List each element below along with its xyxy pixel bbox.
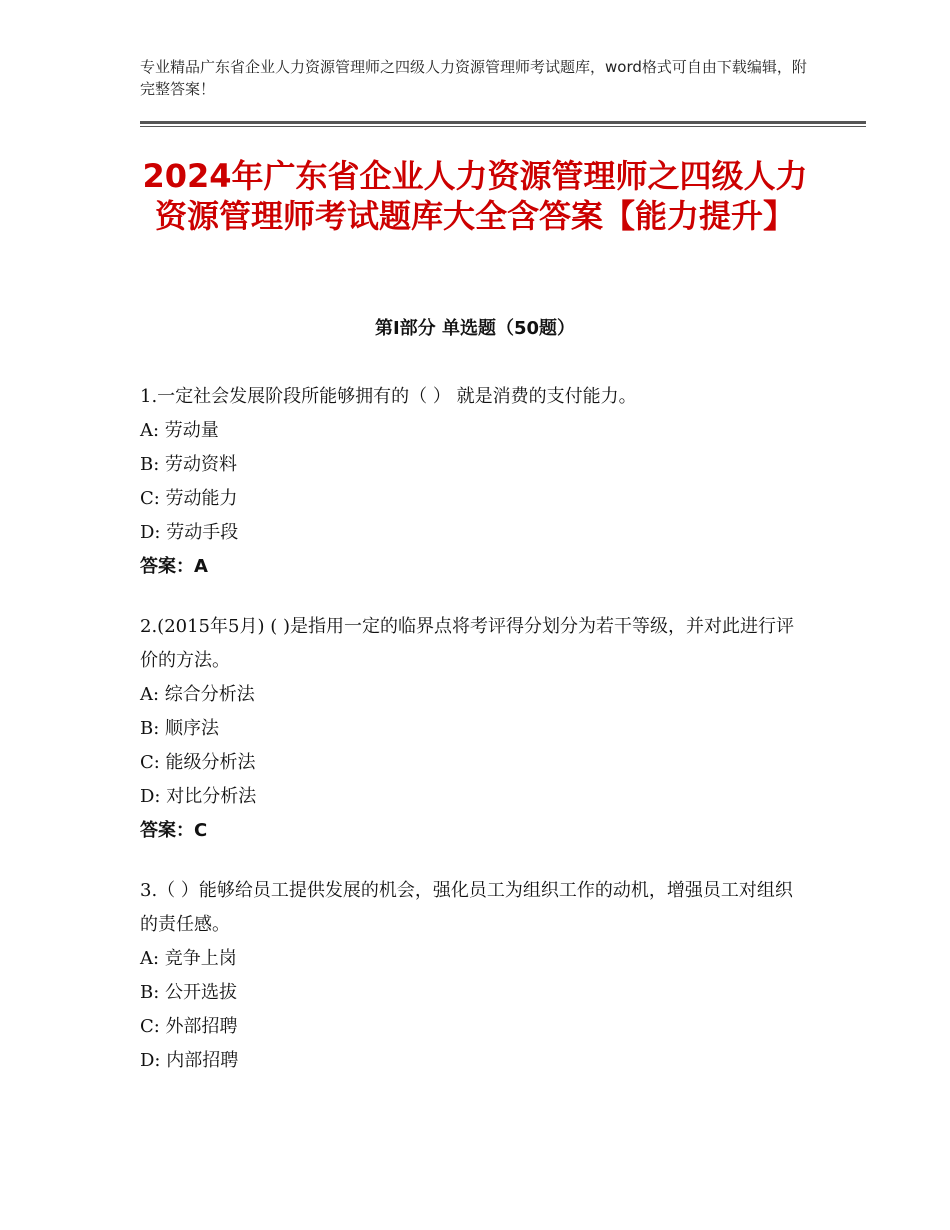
option-a: A: 综合分析法: [140, 684, 255, 705]
option-c: C: 外部招聘: [140, 1016, 238, 1037]
header-divider-thin: [140, 126, 866, 127]
option-c: C: 能级分析法: [140, 752, 256, 773]
option-d: D: 对比分析法: [140, 786, 257, 807]
header-divider-thick: [140, 121, 866, 124]
question-2: [140, 610, 810, 848]
option-d: D: 劳动手段: [140, 522, 239, 543]
option-a: A: 竞争上岗: [140, 948, 237, 969]
option-c: C: 劳动能力: [140, 488, 238, 509]
option-b: B: 顺序法: [140, 718, 220, 739]
answer: 答案：A: [140, 556, 208, 577]
question-stem: 3.（ ）能够给员工提供发展的机会，强化员工为组织工作的动机，增强员工对组织的责任感。: [140, 880, 793, 935]
question-1: [140, 380, 810, 584]
question-stem: 2.(2015年5月) ( )是指用一定的临界点将考评得分划分为若干等级，并对此进行评价的方法。: [140, 616, 794, 671]
option-b: B: 劳动资料: [140, 454, 238, 475]
document-title: 2024年广东省企业人力资源管理师之四级人力资源管理师考试题库大全含答案【能力提升】: [142, 157, 808, 235]
option-b: B: 公开选拔: [140, 982, 238, 1003]
question-list: [140, 380, 810, 1104]
section-title: 第Ⅰ部分 单选题（50题）: [374, 318, 575, 339]
question-3: [140, 874, 810, 1078]
answer: 答案：C: [140, 820, 208, 841]
option-d: D: 内部招聘: [140, 1050, 239, 1071]
question-stem: 1.一定社会发展阶段所能够拥有的（ ） 就是消费的支付能力。: [140, 386, 637, 407]
option-a: A: 劳动量: [140, 420, 219, 441]
header-note: 专业精品广东省企业人力资源管理师之四级人力资源管理师考试题库，word格式可自由下载编辑，附完整答案！: [140, 58, 807, 98]
